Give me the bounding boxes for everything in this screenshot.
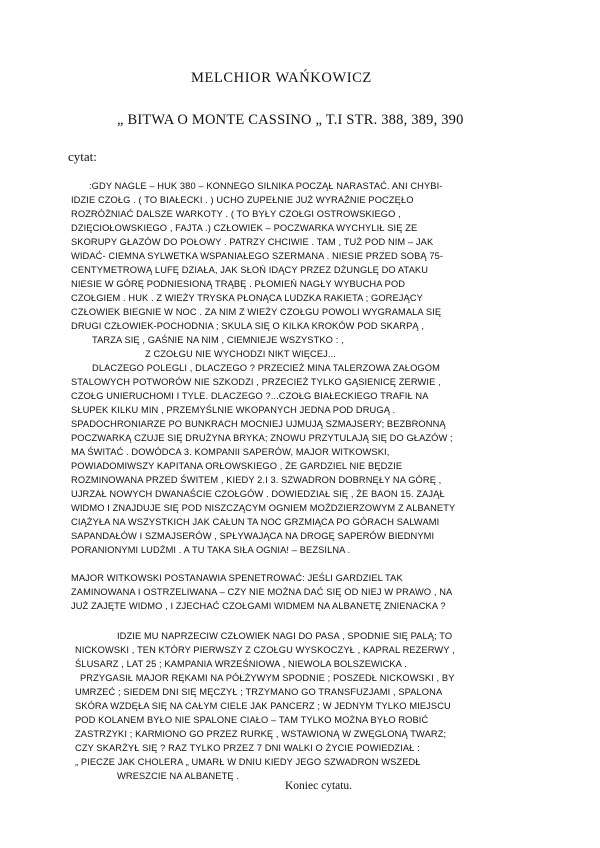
book-title: „ BITWA O MONTE CASSINO „ T.I STR. 388, 389, 390 xyxy=(117,112,464,128)
text-line: WRESZCIE NA ALBANETĘ . xyxy=(117,771,240,781)
text-line: MA ŚWITAĆ . DOWÓDCA 3. KOMPANII SAPERÓW, MAJOR WITKOWSKI, xyxy=(71,447,390,457)
text-line: NICKOWSKI , TEN KTÓRY PIERWSZY Z CZOŁGU WYSKOCZYŁ , KAPRAL REZERWY , xyxy=(75,645,455,655)
text-line: CIĄŻYŁA NA WSZYSTKICH JAK CAŁUN TA NOC GRZMIĄCA PO GÓRACH SALWAMI xyxy=(71,517,440,527)
text-line: Z CZOŁGU NIE WYCHODZI NIKT WIĘCEJ... xyxy=(145,349,336,359)
text-line: CZY SKARŻYŁ SIĘ ? RAZ TYLKO PRZEZ 7 DNI WALKI O ŻYCIE POWIEDZIAŁ : xyxy=(75,743,420,753)
text-line: CENTYMETROWĄ LUFĘ DZIAŁA, JAK SŁOŃ IDĄCY PRZEZ DŻUNGLĘ DO ATAKU xyxy=(71,265,429,275)
text-line: MAJOR WITKOWSKI POSTANAWIA SPENETROWAĆ: JEŚLI GARDZIEL TAK xyxy=(71,573,403,583)
text-line: IDZIE MU NAPRZECIW CZŁOWIEK NAGI DO PASA , SPODNIE SIĘ PALĄ; TO xyxy=(117,631,453,641)
text-line: SŁUPEK KILKU MIN , PRZEMYŚLNIE WKOPANYCH JEDNA POD DRUGĄ . xyxy=(71,405,396,415)
text-line: „ PIECZE JAK CHOLERA „ UMARŁ W DNIU KIEDY JEGO SZWADRON WSZEDŁ xyxy=(75,757,421,767)
text-line: STALOWYCH POTWORÓW NIE SZKODZI , PRZECIEŻ TYLKO GĄSIENICĘ ZERWIE , xyxy=(71,377,441,387)
text-line: :GDY NAGLE – HUK 380 – KONNEGO SILNIKA POCZĄŁ NARASTAĆ. ANI CHYBI- xyxy=(89,181,443,191)
text-line: ZASTRZYKI ; KARMIONO GO PRZEZ RURKĘ , WSTAWIONĄ W ZWĘGLONĄ TWARZ; xyxy=(75,729,447,739)
text-line: CZOŁGIEM . HUK . Z WIEŻY TRYSKA PŁONĄCA LUDZKA RAKIETA ; GOREJĄCY xyxy=(71,293,423,303)
author-name: MELCHIOR WAŃKOWICZ xyxy=(191,70,372,86)
text-line: ZAMINOWANA I OSTRZELIWANA – CZY NIE MOŻNA DAĆ SIĘ OD NIEJ W PRAWO , NA xyxy=(71,587,453,597)
text-line: POD KOLANEM BYŁO NIE SPALONE CIAŁO – TAM TYLKO MOŻNA BYŁO ROBIĆ xyxy=(75,715,429,725)
text-line: IDZIE CZOŁG . ( TO BIAŁECKI . ) UCHO ZUPEŁNIE JUŻ WYRAŹNIE POCZĘŁO xyxy=(71,195,414,205)
text-line: CZOŁG UNIERUCHOMI I TYLE. DLACZEGO ?...CZOŁG BIAŁECKIEGO TRAFIŁ NA xyxy=(71,391,429,401)
text-line: DZIĘCIOŁOWSKIEGO , FAJTA .) CZŁOWIEK – POCZWARKA WYCHYLIŁ SIĘ ZE xyxy=(71,223,418,233)
text-line: DRUGI CZŁOWIEK-POCHODNIA ; SKULA SIĘ O KILKA KROKÓW POD SKARPĄ , xyxy=(71,321,425,331)
text-line: UMRZEĆ ; SIEDEM DNI SIĘ MĘCZYŁ ; TRZYMANO GO TRANSFUZJAMI , SPALONA xyxy=(75,687,443,697)
text-line: WIDMO I ZNAJDUJE SIĘ POD NISZCZĄCYM OGNIEM MOŹDZIERZOWYM Z ALBANETY xyxy=(71,503,456,513)
text-line: PRZYGASIŁ MAJOR RĘKAMI NA PÓŁŻYWYM SPODNIE ; POSZEDŁ NICKOWSKI , BY xyxy=(80,673,455,683)
text-line: SKÓRA WZDĘŁA SIĘ NA CAŁYM CIELE JAK PANCERZ ; W JEDNYM TYLKO MIEJSCU xyxy=(75,701,451,711)
text-line: JUŻ ZAJĘTE WIDMO , I ZJECHAĆ CZOŁGAMI WIDMEM NA ALBANETĘ ZNIENACKA ? xyxy=(71,601,446,611)
text-line: POWIADOMIWSZY KAPITANA ORŁOWSKIEGO , ŻE GARDZIEL NIE BĘDZIE xyxy=(71,461,403,471)
text-line: UJRZAŁ NOWYCH DWANAŚCIE CZOŁGÓW . DOWIEDZIAŁ SIĘ , ŻE BAON 15. ZAJĄŁ xyxy=(71,489,445,499)
closing-note: Koniec cytatu. xyxy=(285,780,353,792)
text-line: NIESIE W GÓRĘ PODNIESIONĄ TRĄBĘ . PŁOMIEŃ NAGŁY WYBUCHA POD xyxy=(71,279,406,289)
text-line: POCZWARKĄ CZUJE SIĘ DRUŻYNA BRYKA; ZNOWU PRZYTULAJĄ SIĘ DO GŁAZÓW ; xyxy=(71,433,453,443)
text-line: ŚLUSARZ , LAT 25 ; KAMPANIA WRZEŚNIOWA , NIEWOLA BOLSZEWICKA . xyxy=(75,659,407,669)
text-line: SPADOCHRONIARZE PO BUNKRACH MOCNIEJ UJMUJĄ SZMAJSERY; BEZBRONNĄ xyxy=(71,419,446,429)
text-line: PORANIONYMI LUDŹMI . A TU TAKA SIŁA OGNIA! – BEZSILNA . xyxy=(71,545,351,555)
text-line: CZŁOWIEK BIEGNIE W NOC . ZA NIM Z WIEŻY CZOŁGU POWOLI WYGRAMALA SIĘ xyxy=(71,307,442,317)
text-line: SAPANDAŁÓW I SZMAJSERÓW , SPŁYWAJĄCA NA DROGĘ SAPERÓW BIEDNYMI xyxy=(71,531,435,541)
text-line: WIDAĆ- CIEMNA SYLWETKA WSPANIAŁEGO SZERMANA . NIESIE PRZED SOBĄ 75- xyxy=(71,251,444,261)
text-line: TARZA SIĘ , GAŚNIE NA NIM , CIEMNIEJE WSZYSTKO : , xyxy=(92,335,344,345)
text-line: SKORUPY GŁAZÓW DO POŁOWY . PATRZY CHCIWIE . TAM , TUŻ POD NIM – JAK xyxy=(71,237,434,247)
text-line: ROZMINOWANA PRZED ŚWITEM , KIEDY 2.I 3. SZWADRON DOBRNĘŁY NA GÓRĘ , xyxy=(71,475,442,485)
text-line: DLACZEGO POLEGLI , DLACZEGO ? PRZECIEŻ MINA TALERZOWA ZAŁOGOM xyxy=(92,363,440,373)
text-line: ROZRÓŻNIAĆ DALSZE WARKOTY . ( TO BYŁY CZOŁGI OSTROWSKIEGO , xyxy=(71,209,401,219)
quote-intro: cytat: xyxy=(68,149,97,164)
